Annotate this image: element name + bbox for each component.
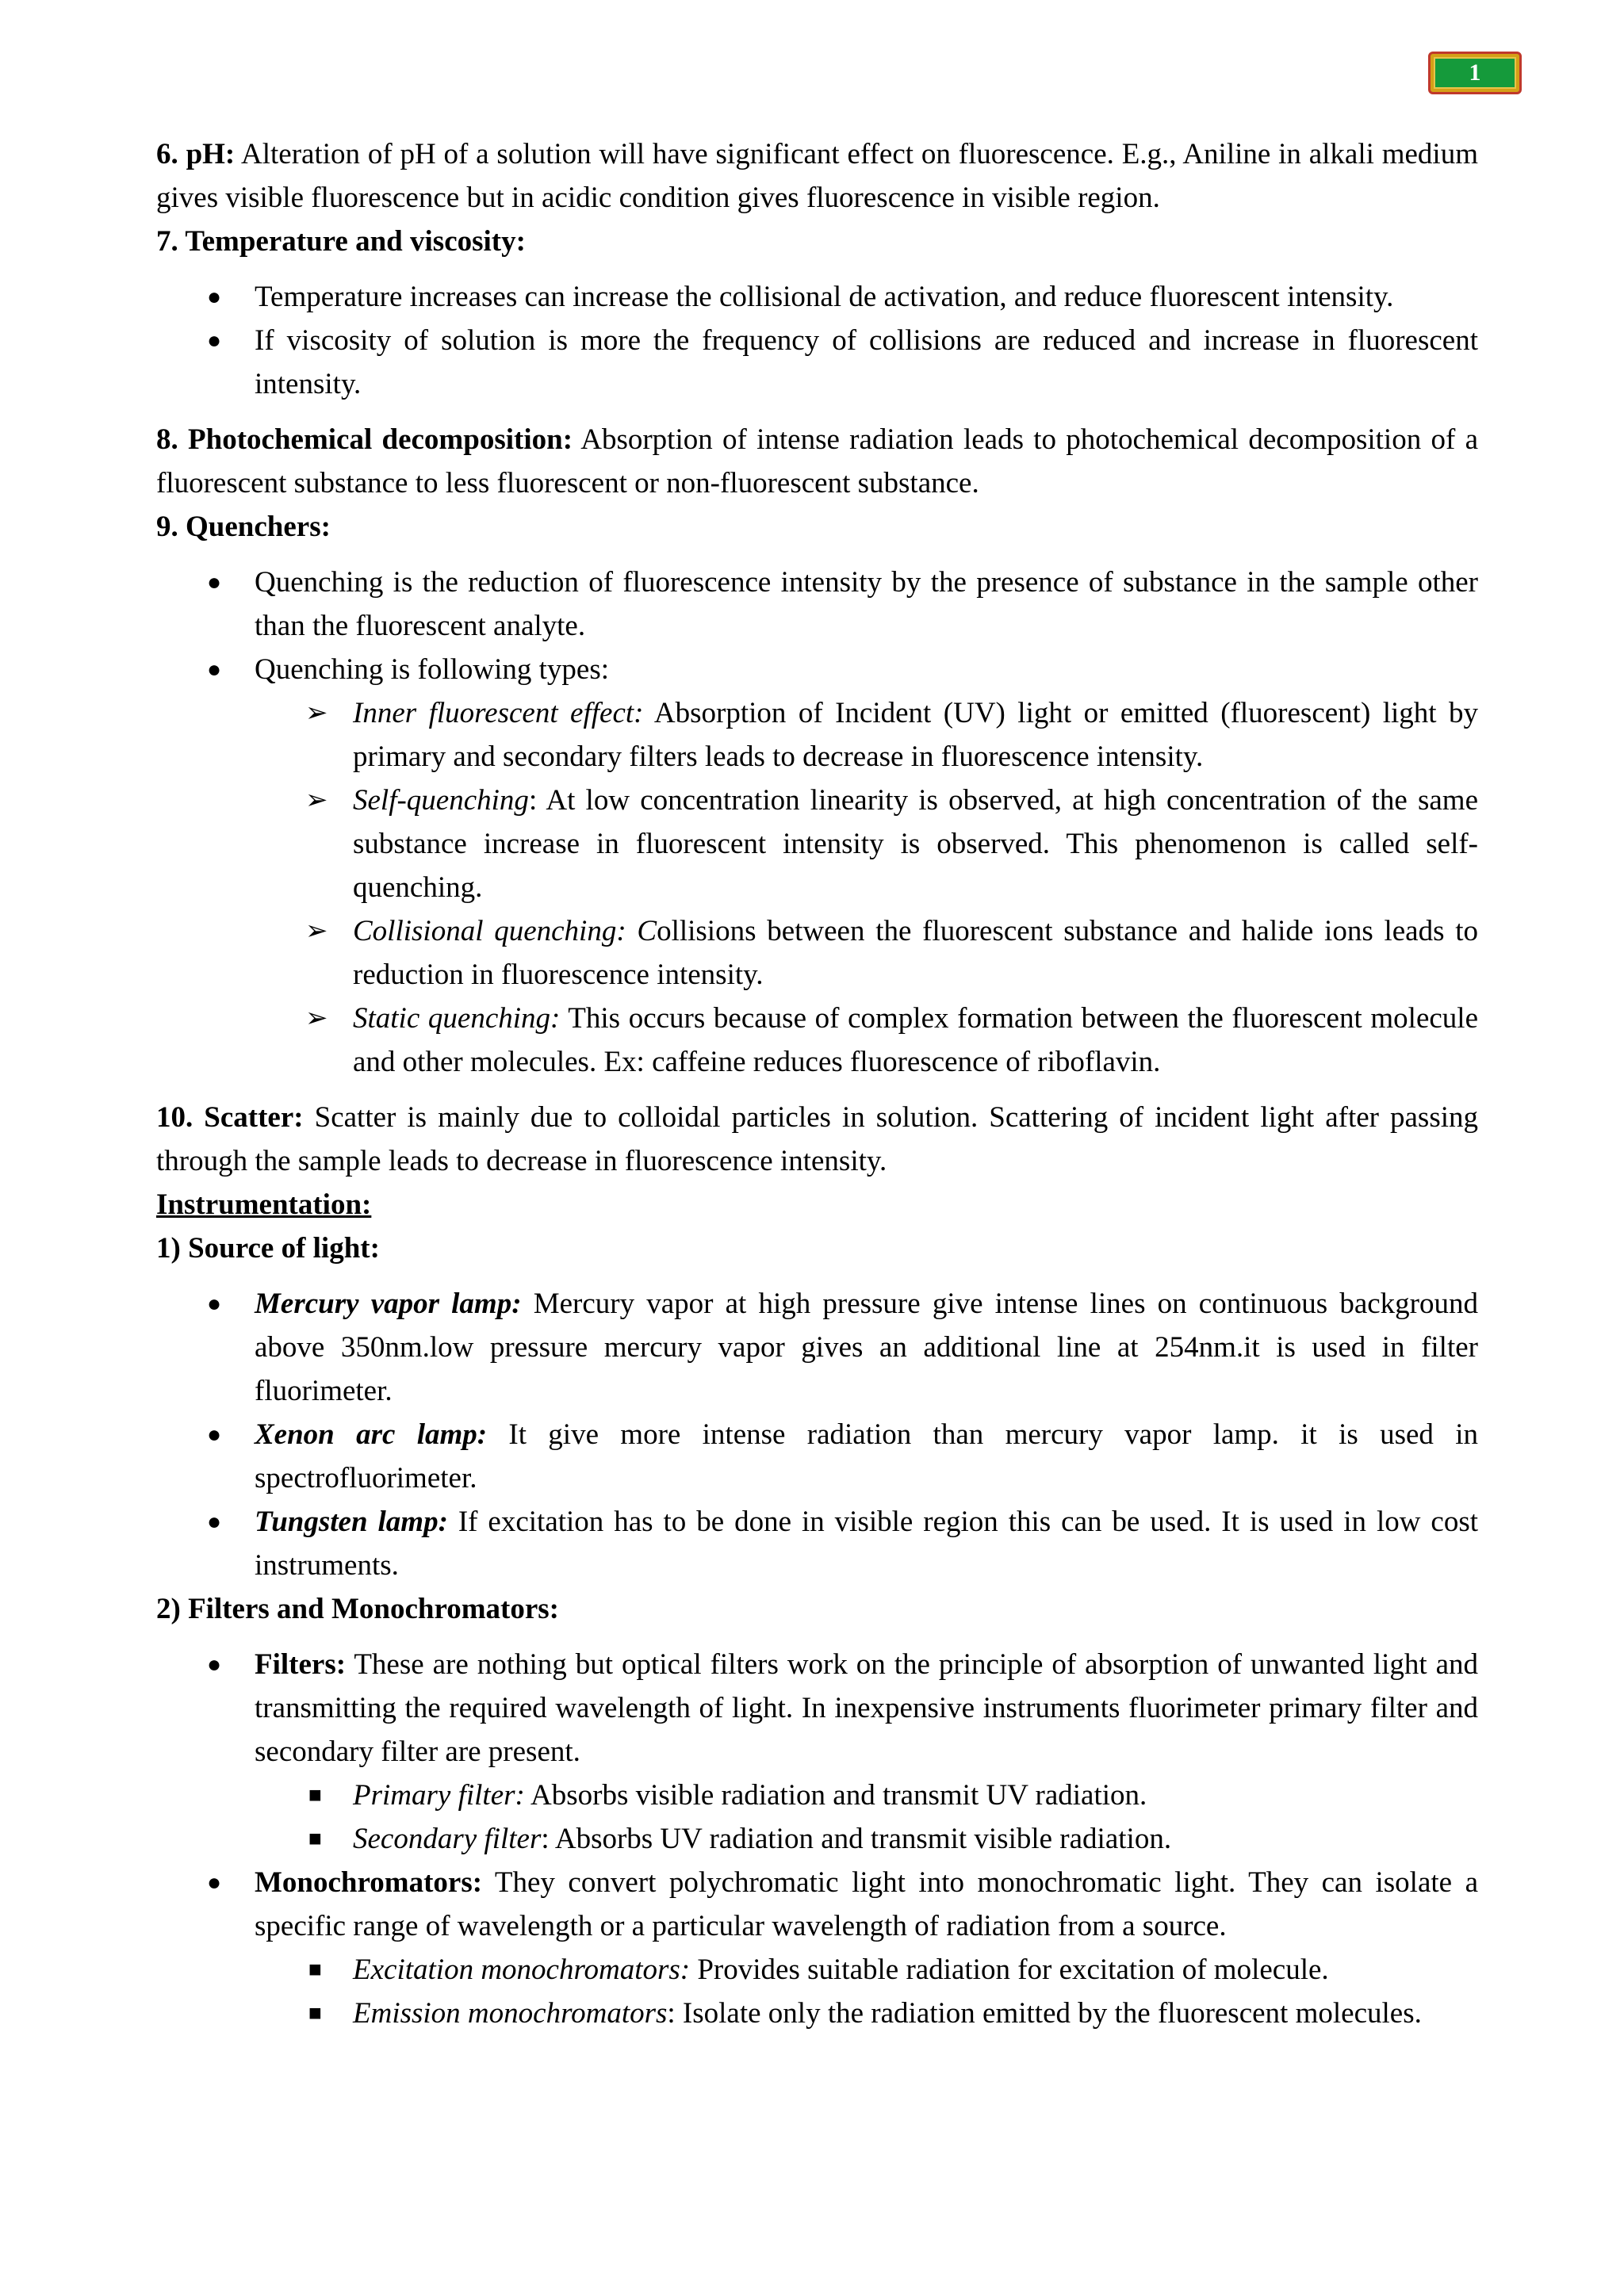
list-item [156, 691, 1478, 779]
filter-type-term: Primary filter: [353, 1779, 525, 1812]
mono-term: Monochromators: [255, 1866, 483, 1899]
filters-term: Filters: [255, 1648, 347, 1681]
lamp-term: Tungsten lamp: [255, 1506, 448, 1538]
section-photochemical-label: 8. Photochemical decomposition: [156, 423, 573, 456]
section-ph [156, 132, 1478, 220]
section-ph-text: Alteration of pH of a solution will have significant effect on fluorescence. E.g., Aniline in alkali medium gives visible fluorescence but in acidic condition gives fluorescence in visible region. [156, 138, 1478, 214]
lamp-term: Xenon arc lamp: [255, 1418, 488, 1451]
quench-text: This occurs because of complex formation between the fluorescent molecule and other molecules. Ex: caffeine reduces fluorescence of riboflavin. [353, 1002, 1478, 1078]
list-item [156, 909, 1478, 997]
list-item [156, 648, 1478, 691]
mono-type-term: Excitation monochromators: [353, 1954, 691, 1986]
bullet-marker: ● [207, 1869, 222, 1896]
section-photochemical-text: Absorption of intense radiation leads to photochemical decomposition of a fluorescent substance to less fluorescent or non-fluorescent substance. [156, 423, 1478, 499]
list-item [156, 1413, 1478, 1500]
quench-term: Inner fluorescent effect: [353, 697, 644, 729]
bullet-marker: ● [207, 1509, 222, 1535]
quench-text: : At low concentration linearity is observed, at high concentration of the same substance increase in fluorescent intensity is observed. This phenomenon is called self-quenching. [353, 784, 1478, 904]
square-marker: ■ [308, 1957, 322, 1982]
filters-bullet-list [156, 1643, 1478, 1774]
bullet-marker: ● [207, 1291, 222, 1317]
arrow-marker: ➢ [305, 916, 328, 946]
bullet-marker: ● [207, 1651, 222, 1678]
list-item [156, 1774, 1478, 1817]
section-temperature-heading: 7. Temperature and viscosity: [156, 225, 526, 258]
filters-heading: 2) Filters and Monochromators: [156, 1593, 559, 1625]
square-marker: ■ [308, 1827, 322, 1851]
section-quenchers-heading: 9. Quenchers: [156, 511, 331, 543]
lamp-text: It give more intense radiation than mercury vapor lamp. it is used in spectrofluorimeter. [255, 1418, 1478, 1494]
list-item [156, 1500, 1478, 1587]
instrumentation-heading: Instrumentation: [156, 1188, 372, 1221]
lamp-text: If excitation has to be done in visible region this can be used. It is used in low cost instruments. [255, 1506, 1478, 1582]
mono-text: They convert polychromatic light into monochromatic light. They can isolate a specific range of wavelength or a particular wavelength of radiation from a source. [255, 1866, 1478, 1942]
arrow-marker: ➢ [305, 1004, 328, 1033]
section-photochemical [156, 418, 1478, 505]
list-item [156, 1948, 1478, 1992]
section-scatter [156, 1096, 1478, 1183]
section-scatter-text: Scatter is mainly due to colloidal particles in solution. Scattering of incident light after passing through the sample leads to decrease in fluorescence intensity. [156, 1101, 1479, 1177]
list-item [156, 561, 1478, 648]
list-item-text: Quenching is following types: [255, 653, 610, 686]
arrow-marker: ➢ [305, 698, 328, 728]
list-item [156, 1992, 1478, 2035]
list-item [156, 1643, 1478, 1774]
quench-term: Collisional quenching: C [353, 915, 657, 947]
bullet-marker: ● [207, 569, 222, 595]
source-heading: 1) Source of light: [156, 1232, 380, 1265]
list-item-text: Temperature increases can increase the collisional de activation, and reduce fluorescent intensity. [255, 281, 1394, 313]
mono-type-text: : Isolate only the radiation emitted by the fluorescent molecules. [667, 1997, 1422, 2030]
quenching-types-list [156, 691, 1478, 1084]
square-marker: ■ [308, 1783, 322, 1808]
section-ph-label: 6. pH: [156, 138, 236, 170]
filters-text: These are nothing but optical filters work on the principle of absorption of unwanted light and transmitting the required wavelength of light. In inexpensive instruments fluorimeter primary filter and secondary filter are present. [255, 1648, 1478, 1768]
arrow-marker: ➢ [305, 786, 328, 815]
list-item-text: Quenching is the reduction of fluorescence intensity by the presence of substance in the sample other than the fluorescent analyte. [255, 566, 1478, 642]
temperature-bullet-list [156, 275, 1478, 406]
filter-type-term: Secondary filter [353, 1823, 542, 1855]
bullet-marker: ● [207, 1422, 222, 1448]
filter-type-text: : Absorbs UV radiation and transmit visible radiation. [541, 1823, 1172, 1855]
list-item [156, 1861, 1478, 1948]
filter-types-list [156, 1774, 1478, 1861]
page-number: 1 [1434, 57, 1516, 89]
list-item-text: If viscosity of solution is more the frequency of collisions are reduced and increase in fluorescent intensity. [255, 324, 1478, 400]
list-item [156, 997, 1478, 1084]
list-item [156, 275, 1478, 319]
quench-term: Self-quenching [353, 784, 529, 817]
lamp-text: Mercury vapor at high pressure give intense lines on continuous background above 350nm.low pressure mercury vapor gives an additional line at 254nm.it is used in filter fluorimeter. [255, 1288, 1478, 1407]
quench-text: Absorption of Incident (UV) light or emitted (fluorescent) light by primary and secondary filters leads to decrease in fluorescence intensity. [353, 697, 1478, 773]
mono-bullet-list [156, 1861, 1478, 1948]
page-number-badge [1428, 52, 1522, 94]
quench-term: Static quenching: [353, 1002, 561, 1035]
mono-type-term: Emission monochromators [353, 1997, 668, 2030]
list-item [156, 1282, 1478, 1413]
bullet-marker: ● [207, 284, 222, 310]
mono-types-list [156, 1948, 1478, 2035]
square-marker: ■ [308, 2001, 322, 2026]
quench-text: ollisions between the fluorescent substance and halide ions leads to reduction in fluorescence intensity. [353, 915, 1478, 991]
filter-type-text: Absorbs visible radiation and transmit UV radiation. [524, 1779, 1147, 1812]
section-scatter-label: 10. Scatter: [156, 1101, 304, 1134]
source-bullet-list [156, 1282, 1478, 1587]
list-item [156, 319, 1478, 406]
document-body [156, 132, 1478, 2035]
list-item [156, 779, 1478, 909]
list-item [156, 1817, 1478, 1861]
bullet-marker: ● [207, 327, 222, 354]
mono-type-text: Provides suitable radiation for excitation of molecule. [690, 1954, 1329, 1986]
lamp-term: Mercury vapor lamp: [255, 1288, 522, 1320]
quenchers-bullet-list [156, 561, 1478, 691]
bullet-marker: ● [207, 656, 222, 683]
